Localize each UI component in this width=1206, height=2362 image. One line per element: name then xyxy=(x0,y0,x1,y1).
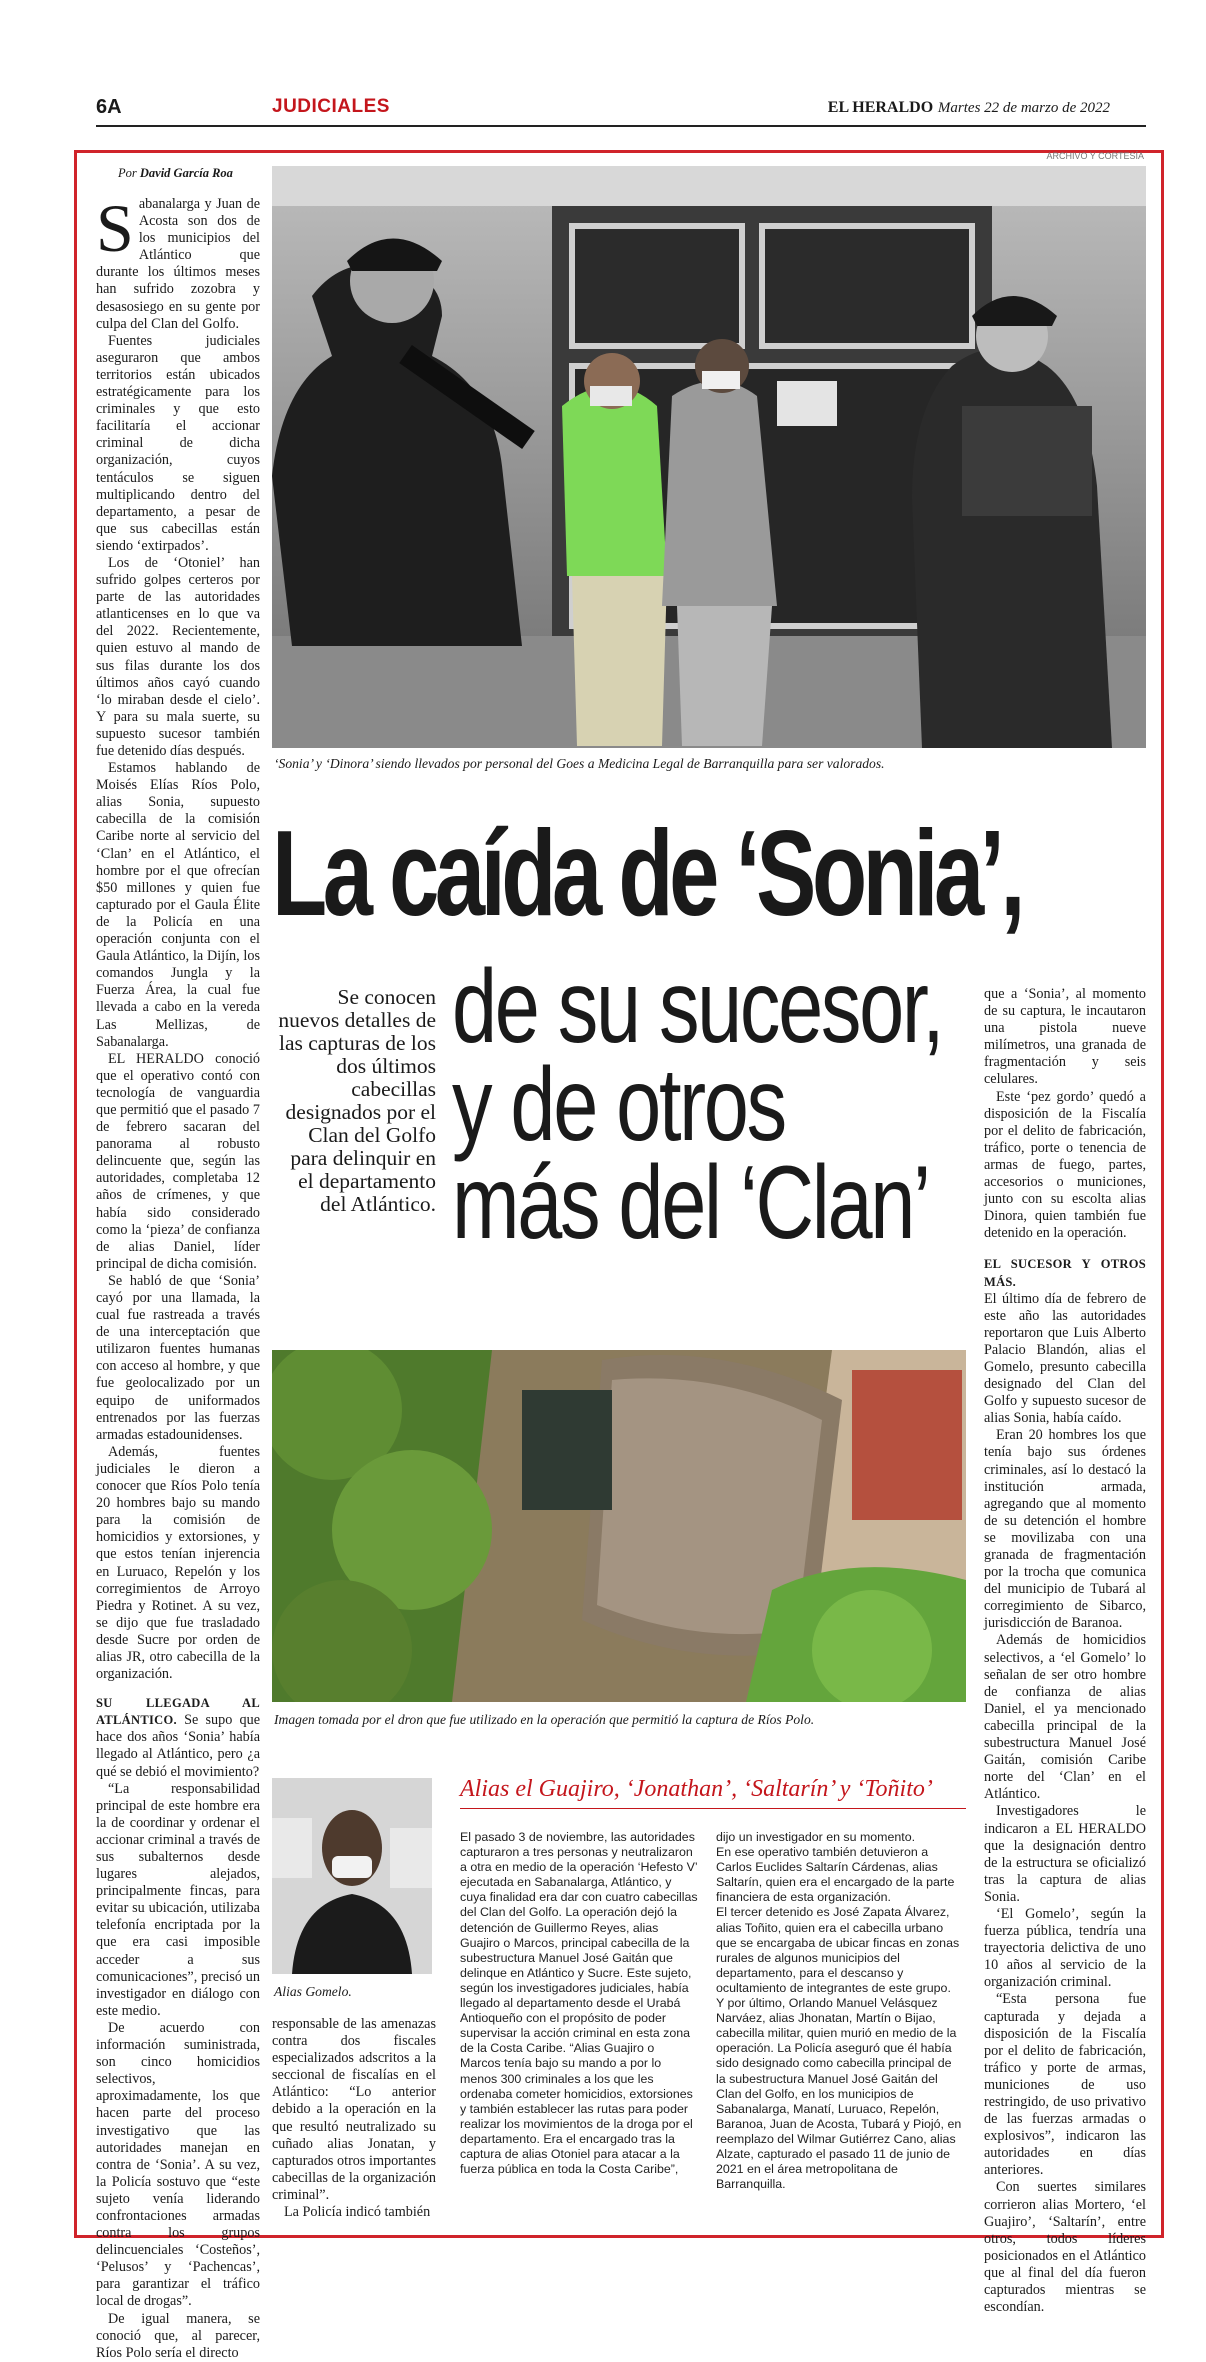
paragraph: De acuerdo con información suministrada, son cinco homicidios selectivos, aproximadamente, los que hacen parte del proceso investigativo que las autoridades manejan en contra de ‘Sonia’. A su vez, la Policía sostuvo que “este sujeto venía liderando confrontaciones armadas contra los grupos delincuenciales ‘Costeños’, ‘Pelusos’ y ‘Pachencas’, para garantizar el tráfico local de drogas”. xyxy=(96,2019,260,2310)
byline xyxy=(118,166,233,181)
mugshot-illustration xyxy=(272,1778,432,1974)
box-paragraph: dijo un investigador en su momento. xyxy=(716,1830,916,1844)
paragraph: Con suertes similares corrieron alias Mortero, ‘el Guajiro’, ‘Saltarín’, entre otros, todos líderes posicionados en el Atlántico que al final del día fueron capturados mientras se escondían. xyxy=(984,2179,1146,2316)
paragraph: “Esta persona fue capturada y dejada a disposición de la Fiscalía por el delito de fabricación, tráfico y porte de armas, municiones de uso restringido, de uso privativo de las fuerzas armadas o explosivos”, indicaron las autoridades en días anteriores. xyxy=(984,1991,1146,2179)
paragraph-text: abanalarga y Juan de Acosta son dos de los municipios del Atlántico que durante los últimos meses han sufrido zozobra y desasosiego en su gente por culpa del Clan del Golfo. xyxy=(96,196,260,332)
article-column-1 xyxy=(96,190,260,2362)
paragraph xyxy=(96,190,260,333)
mugshot-photo xyxy=(272,1778,432,1974)
paragraph: “La responsabilidad principal de este hombre era la de coordinar y ordenar el accionar criminal a través de sus subalternos desde lugares alejados, principalmente fincas, para evitar su ubicación, utilizaba telefonía encriptada por la que era casi imposible acceder a sus comunicaciones”, precisó un investigador en diálogo con este medio. xyxy=(96,1780,260,2019)
paragraph xyxy=(96,1695,260,1780)
paragraph: Investigadores le indicaron a EL HERALDO que la designación dentro de la estructura se oficializó tras la captura de alias Sonia. xyxy=(984,1803,1146,1905)
box-title: Alias el Guajiro, ‘Jonathan’, ‘Saltarín’ y ‘Toñito’ xyxy=(460,1776,933,1802)
paragraph-text: Se supo que hace dos años ‘Sonia’ había llegado al Atlántico, pero ¿a qué se debió el movimiento? xyxy=(96,1712,260,1780)
drone-photo-caption: Imagen tomada por el dron que fue utilizado en la operación que permitió la captura de Ríos Polo. xyxy=(274,1712,815,1727)
paragraph: Además, fuentes judiciales le dieron a conocer que Ríos Polo tenía 20 hombres bajo su mando para la comisión de homicidios y extorsiones, y que estos tenían injerencia en Luruaco, Repelón y los corregimientos de Arroyo Piedra y Rotinet. A su vez, se dijo que fue trasladado desde Sucre por orden de alias JR, otro cabecilla de la organización. xyxy=(96,1443,260,1683)
box-column-1 xyxy=(460,1830,698,2177)
headline-continuation xyxy=(452,949,943,1261)
article-column-2 xyxy=(272,2016,436,2221)
drone-photo xyxy=(272,1350,966,1702)
subhead-paragraph xyxy=(984,1256,1146,1290)
paragraph: Se habló de que ‘Sonia’ cayó por una llamada, la cual fue rastreada a través de una interceptación que utilizaron fuentes humanas con acceso al hombre, y que fue geolocalizado por un equipo de uniformados entrenados por las fuerzas armadas estadounidenses. xyxy=(96,1272,260,1443)
paragraph: Estamos hablando de Moisés Elías Ríos Polo, alias Sonia, supuesto cabecilla de la comisión Caribe norte al servicio del ‘Clan’ en el Atlántico, el hombre por el que ofrecían $50 millones y quien fue capturado por el Gaula Élite de la Policía en una operación conjunta con el Gaula Atlántico, la Dijín, los comandos Jungla y la Fuerza Área, la cual fue llevada a cabo en la vereda Las Mellizas, de Sabanalarga. xyxy=(96,760,260,1050)
paragraph: EL HERALDO conoció que el operativo contó con tecnología de vanguardia que permitió que el pasado 7 de febrero sacaran del panorama al robusto delincuente que, según las autoridades, completaba 12 años de crímenes, y que había sido considerado como la ‘pieza’ de confianza de alias Daniel, líder principal de dicha comisión. xyxy=(96,1050,260,1272)
drone-photo-illustration xyxy=(272,1350,966,1702)
paragraph: Los de ‘Otoniel’ han sufrido golpes certeros por parte de las autoridades atlanticenses en lo que va del 2022. Recientemente, quien estuvo al mando de sus filas durante los dos últimos años cayó cuando ‘lo miraban desde el cielo’. Y para su mala suerte, su supuesto sucesor también fue detenido días después. xyxy=(96,554,260,759)
section-name: JUDICIALES xyxy=(272,96,390,117)
main-photo-illustration xyxy=(272,166,1146,748)
box-paragraph: En ese operativo también detuvieron a Carlos Euclides Saltarín Cárdenas, alias Saltarín, quien era el encargado de la parte financiera de esta organización. xyxy=(716,1845,955,1905)
main-photo-caption: ‘Sonia’ y ‘Dinora’ siendo llevados por personal del Goes a Medicina Legal de Barranquilla para ser valorados. xyxy=(274,756,885,771)
box-title-rule xyxy=(460,1808,966,1809)
byline-author: David García Roa xyxy=(139,166,233,180)
deck-summary: Se conocen nuevos detalles de las capturas de los dos últimos cabecillas designados por el Clan del Golfo para delinquir en el departamento del Atlántico. xyxy=(278,985,436,1216)
mugshot-caption: Alias Gomelo. xyxy=(274,1984,352,1999)
paragraph: Este ‘pez gordo’ quedó a disposición de la Fiscalía por el delito de fabricación, tráfico, porte o tenencia de armas de fuego, partes, accesorios o municiones, junto con su escolta alias Dinora, quien también fue detenido en la operación. xyxy=(984,1088,1146,1242)
paragraph: Además de homicidios selectivos, a ‘el Gomelo’ lo señalan de ser otro hombre de confianza de alias Daniel, el ya mencionado cabecilla principal de la subestructura Manuel José Gaitán, comisión Caribe norte del ‘Clan’ en el Atlántico. xyxy=(984,1632,1146,1803)
subhead: SU LLEGADA AL ATLÁNTICO. xyxy=(96,1696,260,1728)
byline-prefix: Por xyxy=(118,166,137,180)
headline-line-1: La caída de ‘Sonia’, xyxy=(272,805,1022,941)
masthead xyxy=(828,98,1110,117)
issue-date: Martes 22 de marzo de 2022 xyxy=(937,100,1110,116)
paragraph: ‘El Gomelo’, según la fuerza pública, tendría una trayectoria delictiva de uno 10 años al servicio de la organización criminal. xyxy=(984,1905,1146,1991)
paragraph: responsable de las amenazas contra dos fiscales especializados adscritos a la seccional de fiscalías en el Atlántico: “Lo anterior debido a la operación en la que resultó neutralizado su cuñado alias Jonatan, y capturados otros importantes cabecillas de la organización criminal”. xyxy=(272,2016,436,2203)
paragraph: que a ‘Sonia’, al momento de su captura, le incautaron una pistola nueve milímetros, una granada de fragmentación y seis celulares. xyxy=(984,986,1146,1088)
box-column-2 xyxy=(716,1830,962,2192)
article-column-3 xyxy=(984,986,1146,2316)
paragraph: Fuentes judiciales aseguraron que ambos territorios están ubicados estratégicamente para los criminales y que esto facilitaría el accionar criminal de dicha organización, cuyos tentáculos se siguen multiplicando dentro del departamento, a pesar de que sus cabecillas están siendo ‘extirpados’. xyxy=(96,332,260,554)
headline-line-4: más del ‘Clan’ xyxy=(452,1145,929,1261)
box-paragraph: El pasado 3 de noviembre, las autoridades capturaron a tres personas y neutralizaron a otra en medio de la operación ‘Hefesto V’ ejecutada en Sabanalarga, Atlántico, y cuya finalidad era dar con cuatro cabecillas del Clan del Golfo. La operación dejó la detención de Guillermo Reyes, alias Guajiro o Marcos, principal cabecilla de la subestructura Manuel José Gaitán que delinque en Atlántico y Sucre. Este sujeto, según los investigadores judiciales, había llegado al departamento desde el Urabá Antioqueño con el propósito de poder supervisar la acción criminal en esta zona de la Costa Caribe. “Alias Guajiro o Marcos tenía bajo su mando a por lo menos 300 criminales a los que les ordenaba cometer homicidios, extorsiones y también establecer las rutas para poder realizar los movimientos de la droga por el departamento. Era el encargado tras la captura de alias Otoniel para atacar a la fuerza pública en toda la Costa Caribe”, xyxy=(460,1830,698,2177)
paragraph: El último día de febrero de este año las autoridades reportaron que Luis Alberto Palacio Blandón, alias el Gomelo, presunto cabecilla designado del Clan del Golfo y supuesto sucesor de alias Sonia, había caído. xyxy=(984,1290,1146,1427)
headline-line-3: y de otros xyxy=(452,1047,785,1163)
main-photo xyxy=(272,166,1146,748)
drop-cap: S xyxy=(96,190,134,266)
paragraph: De igual manera, se conoció que, al parecer, Ríos Polo sería el directo xyxy=(96,2310,260,2361)
headline-line-2: de su sucesor, xyxy=(452,949,943,1065)
subhead: EL SUCESOR Y OTROS MÁS. xyxy=(984,1257,1146,1289)
header-rule xyxy=(96,125,1146,127)
box-paragraph: El tercer detenido es José Zapata Álvarez, alias Toñito, quien era el cabecilla urbano que se encargaba de ubicar fincas en zonas rurales de algunos municipios del departamento, para el descanso y ocultamiento de integrantes de este grupo. Y por último, Orlando Manuel Velásquez Narváez, alias Jhonatan, Martín o Bijao, cabecilla militar, quien murió en medio de la operación. La Policía aseguró que él había sido designado como cabecilla principal de la subestructura Manuel José Gaitán del Clan del Golfo, en los municipios de Sabanalarga, Manatí, Luruaco, Repelón, Baranoa, Juan de Acosta, Tubará y Piojó, en reemplazo del Wilmar Gutiérrez Cano, alias Alzate, capturado el pasado 11 de junio de 2021 en el área metropolitana de Barranquilla. xyxy=(716,1905,962,2192)
page-number: 6A xyxy=(96,96,122,118)
newspaper-name: EL HERALDO xyxy=(827,99,934,116)
paragraph: La Policía indicó también xyxy=(284,2204,431,2221)
photo-credit: ARCHIVO Y CORTESÍA xyxy=(1046,151,1144,161)
paragraph: Eran 20 hombres los que tenía bajo sus órdenes criminales, así lo destacó la institución armada, agregando que al momento de su detención el hombre se movilizaba con una granada de fragmentación por la trocha que comunica del municipio de Tubará al corregimiento de Sibarco, jurisdicción de Baranoa. xyxy=(984,1427,1146,1632)
